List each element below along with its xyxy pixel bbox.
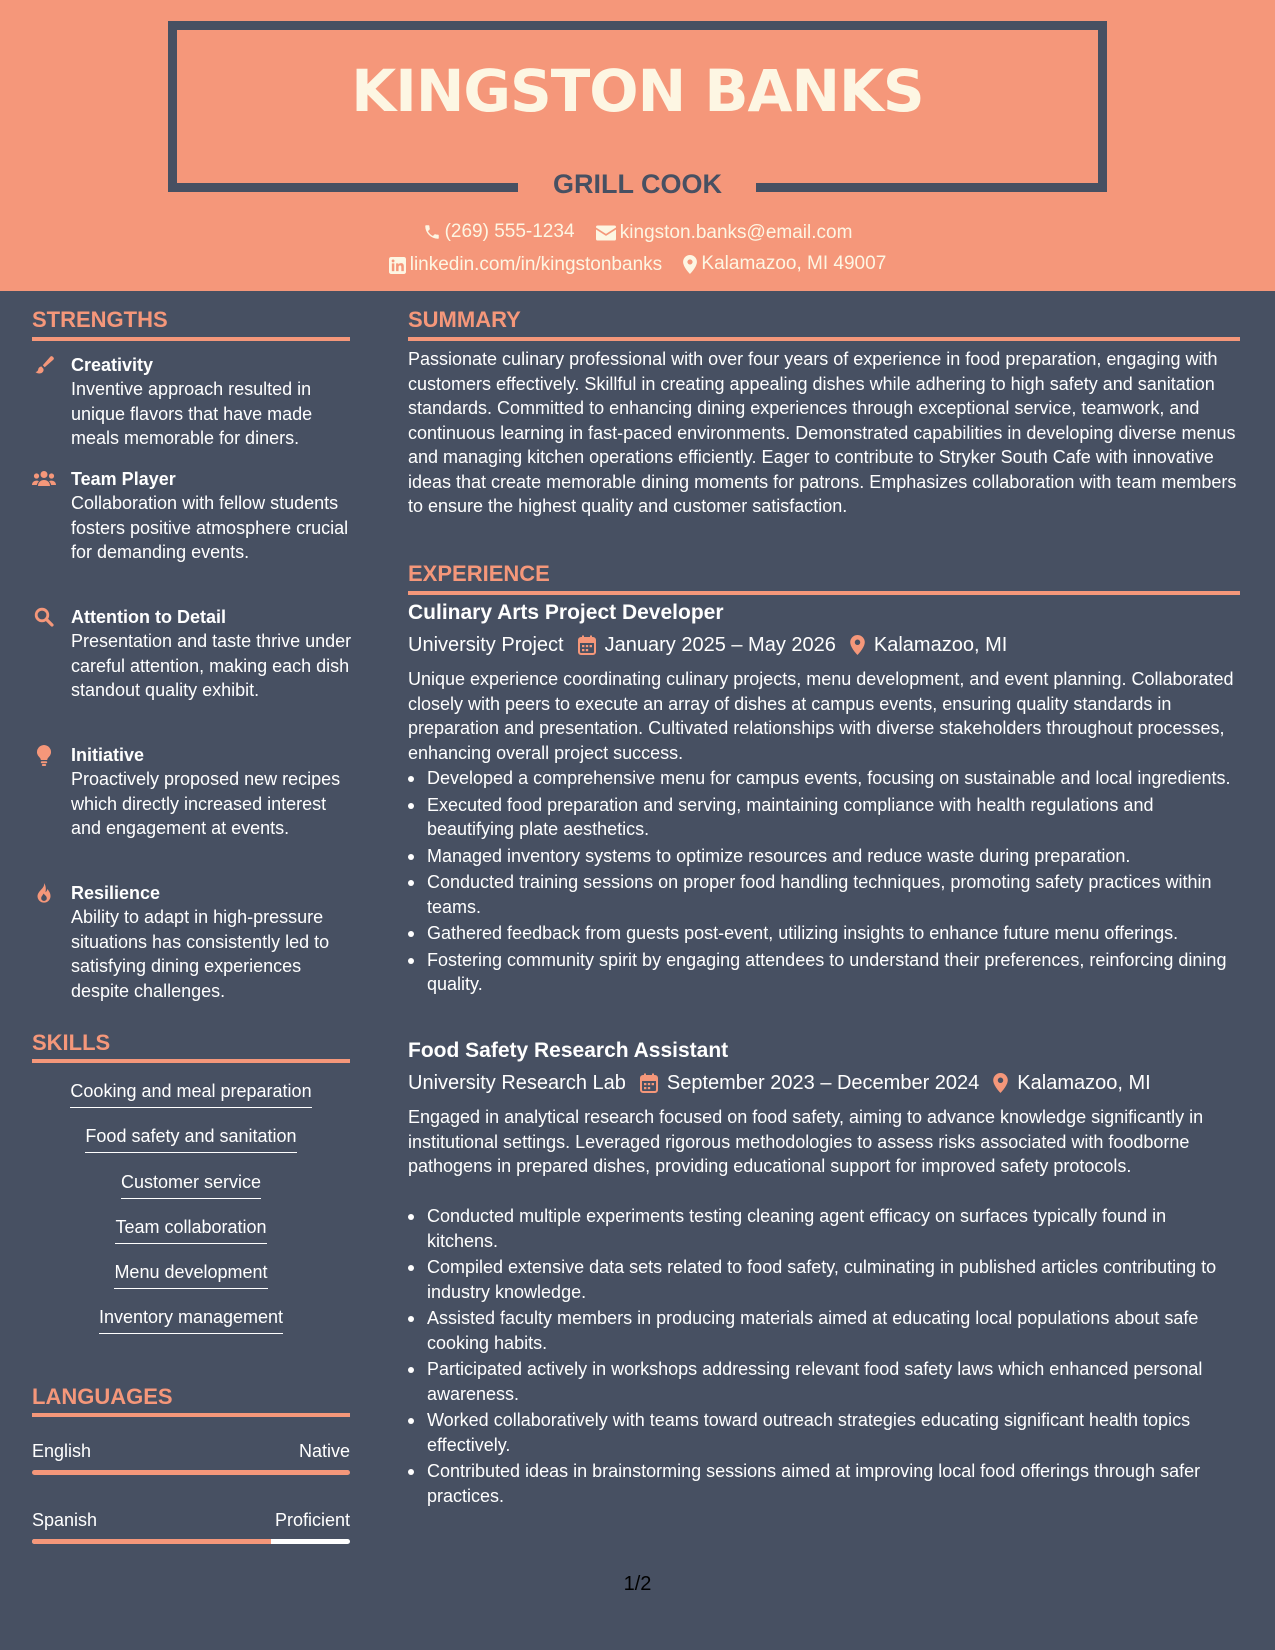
job-title: Culinary Arts Project Developer: [408, 601, 724, 624]
language-proficiency-bar: [32, 1470, 350, 1475]
language-proficiency-bar: [32, 1539, 350, 1544]
skill-item: [32, 1124, 350, 1153]
contact-email[interactable]: [596, 221, 853, 245]
brush-icon: [32, 355, 56, 375]
language-row: [32, 1440, 350, 1462]
language-proficiency-fill: [32, 1470, 350, 1475]
skill-item: [32, 1215, 350, 1244]
strength-title: Attention to Detail: [71, 607, 226, 627]
languages-heading: LANGUAGES: [32, 1384, 173, 1409]
language-proficiency-fill: [32, 1539, 271, 1544]
job-org: University Research Lab: [408, 1072, 626, 1094]
location-text: Kalamazoo, MI 49007: [701, 253, 887, 274]
strength-desc: Proactively proposed new recipes which directly increased interest and engagement at events.: [71, 769, 341, 838]
job-location: Kalamazoo, MI: [873, 634, 1008, 656]
bullet-item: Fostering community spirit by engaging attendees to understand their preferences, reinforcing dining quality.: [408, 948, 1240, 997]
bullet-item: Gathered feedback from guests post-event, utilizing insights to enhance future menu offerings.: [408, 921, 1240, 946]
bullet-item: Assisted faculty members in producing materials aimed at educating local populations about safe cooking habits.: [408, 1306, 1240, 1355]
strength-item: [32, 467, 352, 565]
skill-item: [32, 1305, 350, 1334]
strength-title: Team Player: [71, 469, 176, 489]
skill-label: Menu development: [114, 1260, 267, 1289]
contact-location: [683, 252, 886, 276]
language-name: Spanish: [32, 1510, 98, 1530]
experience-heading: EXPERIENCE: [408, 561, 550, 586]
phone-icon: [423, 223, 441, 241]
phone-text: (269) 555-1234: [444, 221, 575, 242]
skill-item: [32, 1260, 350, 1289]
skill-label: Customer service: [121, 1170, 261, 1199]
strength-desc: Presentation and taste thrive under careful attention, making each dish standout quality exhibit.: [71, 631, 352, 700]
bullet-item: Conducted multiple experiments testing cleaning agent efficacy on surfaces typically found in kitchens.: [408, 1204, 1240, 1253]
skill-label: Team collaboration: [115, 1215, 266, 1244]
bullet-item: Executed food preparation and serving, maintaining compliance with health regulations and beautifying plate aesthetics.: [408, 793, 1240, 842]
bullet-item: Compiled extensive data sets related to food safety, culminating in published articles contributing to industry knowledge.: [408, 1255, 1240, 1304]
strength-item: [32, 605, 352, 703]
map-pin-icon: [683, 255, 697, 274]
contact-row-2: [0, 252, 1275, 281]
map-pin-icon: [993, 1073, 1008, 1093]
strength-item: [32, 353, 352, 451]
calendar-icon: [640, 1073, 658, 1093]
job-location: Kalamazoo, MI: [1017, 1072, 1151, 1094]
job-bullets: [408, 766, 1240, 999]
flame-icon: [32, 883, 56, 903]
envelope-icon: [596, 225, 616, 241]
contact-linkedin[interactable]: [389, 253, 662, 277]
skill-item: [32, 1079, 350, 1108]
linkedin-text: linkedin.com/in/kingstonbanks: [409, 254, 663, 275]
summary-rule: [408, 337, 1240, 341]
language-level: Proficient: [274, 1510, 350, 1530]
contact-row-1: [0, 220, 1275, 248]
resume-header: [0, 0, 1275, 291]
languages-rule: [32, 1413, 350, 1417]
language-level: Native: [298, 1441, 350, 1461]
strength-desc: Ability to adapt in high-pressure situations has consistently led to satisfying dining experiences despite challenges.: [71, 907, 330, 1001]
strength-title: Initiative: [71, 745, 145, 765]
lightbulb-icon: [32, 745, 56, 765]
job-description: Engaged in analytical research focused on food safety, aiming to advance knowledge significantly in institutional settings. Leveraged rigorous methodologies to assess risks associated with foodborne pathogens in prepared dishes, providing educational support for improved safety protocols.: [408, 1107, 1204, 1176]
job-description: Unique experience coordinating culinary projects, menu development, and event planning. Collaborated closely with peers to execute an array of dishes at campus events, ensuring quality standards in preparation and presentation. Cultivated relationships with diverse stakeholders throughout processes, enhancing overall project success.: [408, 669, 1234, 763]
skill-item: [32, 1170, 350, 1199]
bullet-item: Managed inventory systems to optimize resources and reduce waste during preparation.: [408, 844, 1240, 869]
job-meta: [408, 632, 1007, 658]
experience-rule: [408, 591, 1240, 595]
summary-text: Passionate culinary professional with over four years of experience in food preparation, engaging with customers effectively. Skillful in creating appealing dishes while adhering to high safety and sanitation standards. Committed to enhancing dining experiences through exceptional service, teamwork, and continuous learning in fast-paced environments. Demonstrated capabilities in developing diverse menus and managing kitchen operations efficiently. Eager to contribute to Stryker South Cafe with innovative ideas that create memorable dining moments for patrons. Emphasizes collaboration with team members to ensure the highest quality and customer satisfaction.: [408, 349, 1237, 516]
bullet-item: Conducted training sessions on proper food handling techniques, promoting safety practices within teams.: [408, 870, 1240, 919]
candidate-name: KINGSTON BANKS: [351, 57, 924, 125]
strengths-rule: [32, 337, 350, 341]
calendar-icon: [578, 635, 596, 655]
search-icon: [32, 607, 56, 627]
job-meta: [408, 1070, 1151, 1096]
strength-title: Creativity: [71, 355, 154, 375]
job-bullets: [408, 1204, 1240, 1510]
summary-heading: SUMMARY: [408, 307, 521, 332]
skill-label: Food safety and sanitation: [85, 1124, 296, 1153]
users-icon: [32, 469, 56, 489]
language-row: [32, 1509, 350, 1531]
linkedin-icon: [389, 257, 406, 274]
strengths-heading: STRENGTHS: [32, 307, 168, 332]
email-text: kingston.banks@email.com: [619, 222, 853, 243]
language-name: English: [32, 1441, 92, 1461]
job-dates: September 2023 – December 2024: [666, 1072, 980, 1094]
bullet-item: Worked collaboratively with teams toward outreach strategies educating significant health topics effectively.: [408, 1408, 1240, 1457]
strength-desc: Collaboration with fellow students fosters positive atmosphere crucial for demanding events.: [71, 493, 349, 562]
strength-desc: Inventive approach resulted in unique flavors that have made meals memorable for diners.: [71, 379, 313, 448]
bullet-item: Developed a comprehensive menu for campus events, focusing on sustainable and local ingredients.: [408, 766, 1240, 791]
page-number: 1/2: [623, 1573, 652, 1595]
skills-rule: [32, 1059, 350, 1063]
strength-item: [32, 743, 352, 841]
strength-title: Resilience: [71, 883, 161, 903]
strength-item: [32, 881, 352, 1003]
job-dates: January 2025 – May 2026: [604, 634, 836, 656]
skill-label: Cooking and meal preparation: [70, 1079, 311, 1108]
bullet-item: Participated actively in workshops addressing relevant food safety laws which enhanced personal awareness.: [408, 1357, 1240, 1406]
map-pin-icon: [850, 635, 865, 655]
contact-phone[interactable]: [423, 220, 575, 244]
job-title: Food Safety Research Assistant: [408, 1039, 729, 1062]
job-org: University Project: [408, 634, 564, 656]
bullet-item: Contributed ideas in brainstorming sessions aimed at improving local food offerings through safer practices.: [408, 1459, 1240, 1508]
job-role: GRILL COOK: [552, 169, 722, 199]
skill-label: Inventory management: [99, 1305, 283, 1334]
skills-heading: SKILLS: [32, 1030, 111, 1055]
